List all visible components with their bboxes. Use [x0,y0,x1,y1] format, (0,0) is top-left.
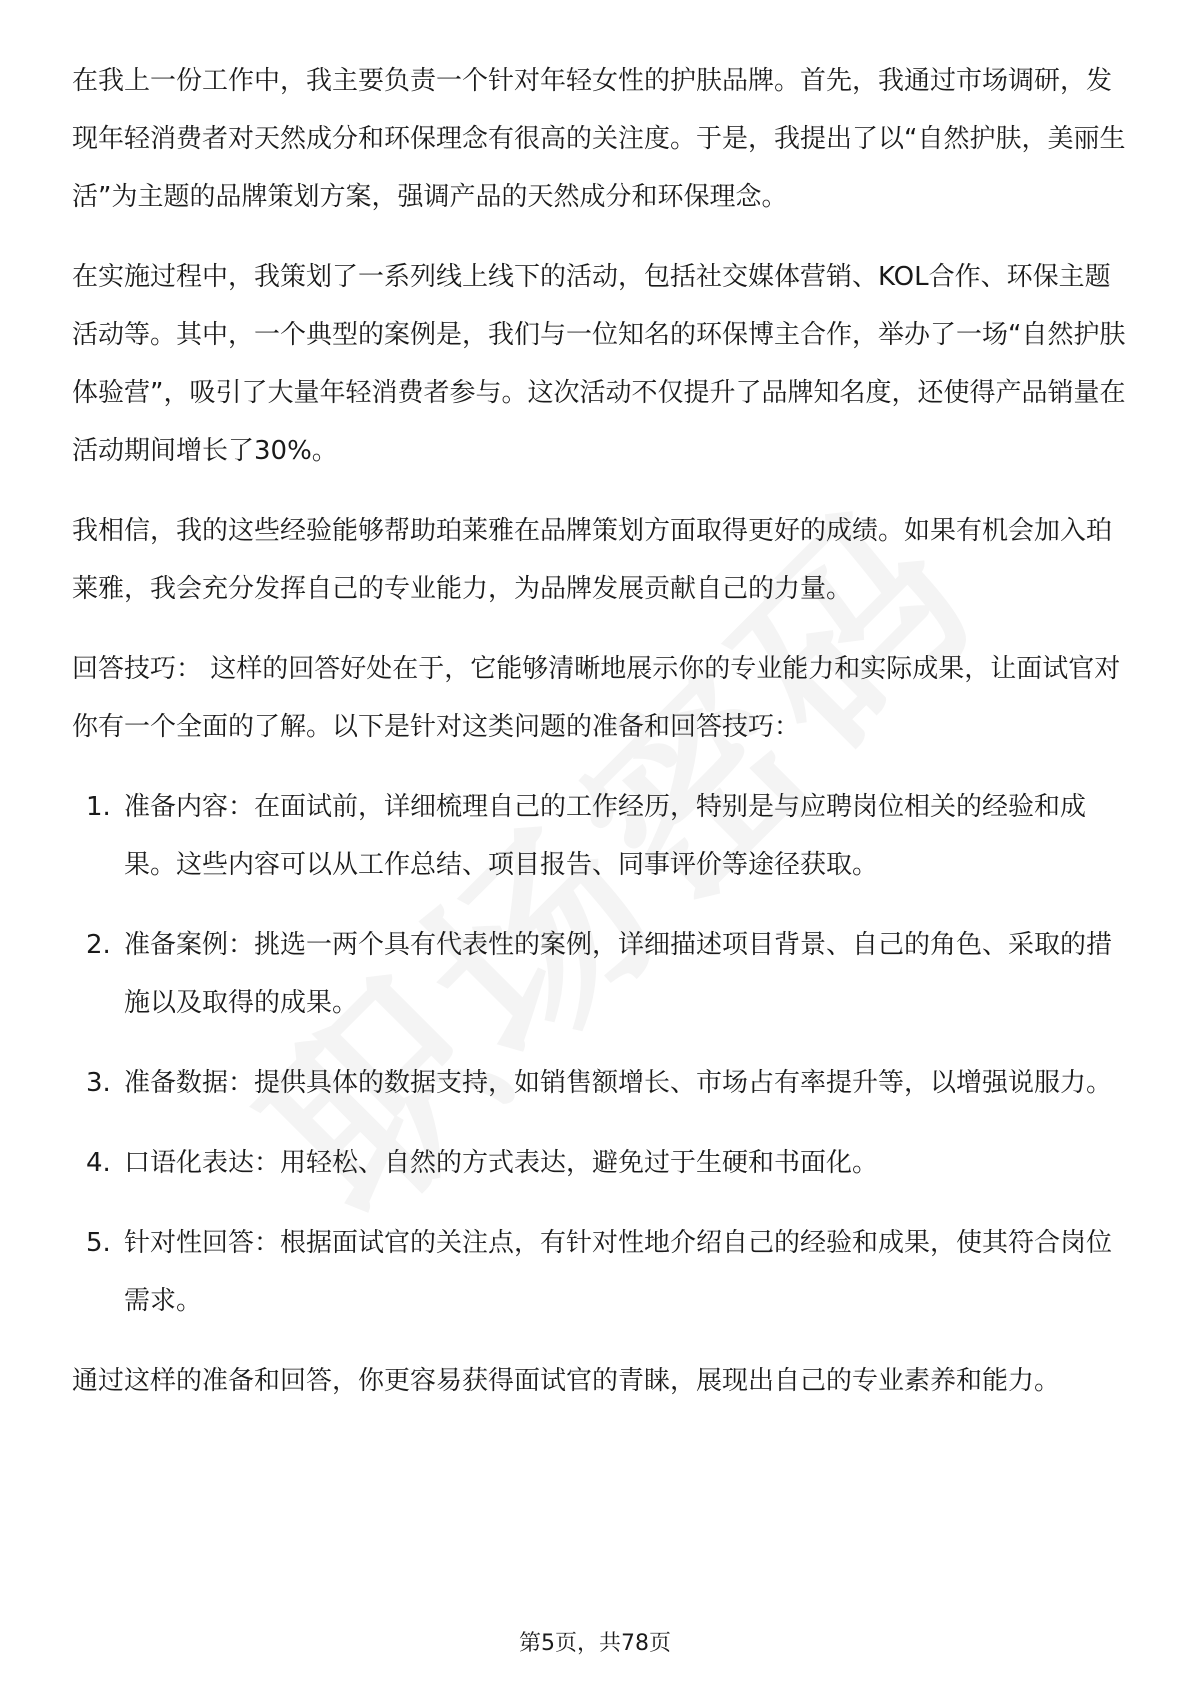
document-body [72,52,1132,1432]
list-item [72,778,1132,894]
paragraph-2: 在实施过程中，我策划了一系列线上线下的活动，包括社交媒体营销、KOL合作、环保主题活动等。其中，一个典型的案例是，我们与一位知名的环保博主合作，举办了一场“自然护肤体验营”，吸引了大量年轻消费者参与。这次活动不仅提升了品牌知名度，还使得产品销量在活动期间增长了30%。 [72,262,1126,466]
list-item [72,1134,1132,1192]
list-text: 口语化表达：用轻松、自然的方式表达，避免过于生硬和书面化。 [124,1148,879,1178]
list-text: 准备案例：挑选一两个具有代表性的案例，详细描述项目背景、自己的角色、采取的措施以及取得的成果。 [124,930,1113,1018]
list-text: 针对性回答：根据面试官的关注点，有针对性地介绍自己的经验和成果，使其符合岗位需求。 [124,1228,1113,1316]
closing-paragraph: 通过这样的准备和回答，你更容易获得面试官的青睐，展现出自己的专业素养和能力。 [72,1366,1061,1396]
list-number: 5. [86,1228,111,1258]
paragraph-1: 在我上一份工作中，我主要负责一个针对年轻女性的护肤品牌。首先，我通过市场调研，发现年轻消费者对天然成分和环保理念有很高的关注度。于是，我提出了以“自然护肤，美丽生活”为主题的品牌策划方案，强调产品的天然成分和环保理念。 [72,66,1126,212]
paragraph-tips-intro: 回答技巧： 这样的回答好处在于，它能够清晰地展示你的专业能力和实际成果，让面试官对你有一个全面的了解。以下是针对这类问题的准备和回答技巧： [72,654,1121,742]
page-footer: 第5页，共78页 [519,1631,671,1656]
list-item [72,916,1132,1032]
tips-list [72,778,1132,1330]
list-text: 准备内容：在面试前，详细梳理自己的工作经历，特别是与应聘岗位相关的经验和成果。这些内容可以从工作总结、项目报告、同事评价等途径获取。 [124,792,1087,880]
list-number: 3. [86,1068,111,1098]
list-number: 2. [86,930,111,960]
list-item [72,1054,1132,1112]
list-text: 准备数据：提供具体的数据支持，如销售额增长、市场占有率提升等，以增强说服力。 [124,1068,1113,1098]
list-number: 1. [86,792,111,822]
list-item [72,1214,1132,1330]
paragraph-3: 我相信，我的这些经验能够帮助珀莱雅在品牌策划方面取得更好的成绩。如果有机会加入珀莱雅，我会充分发挥自己的专业能力，为品牌发展贡献自己的力量。 [72,516,1113,604]
list-number: 4. [86,1148,111,1178]
